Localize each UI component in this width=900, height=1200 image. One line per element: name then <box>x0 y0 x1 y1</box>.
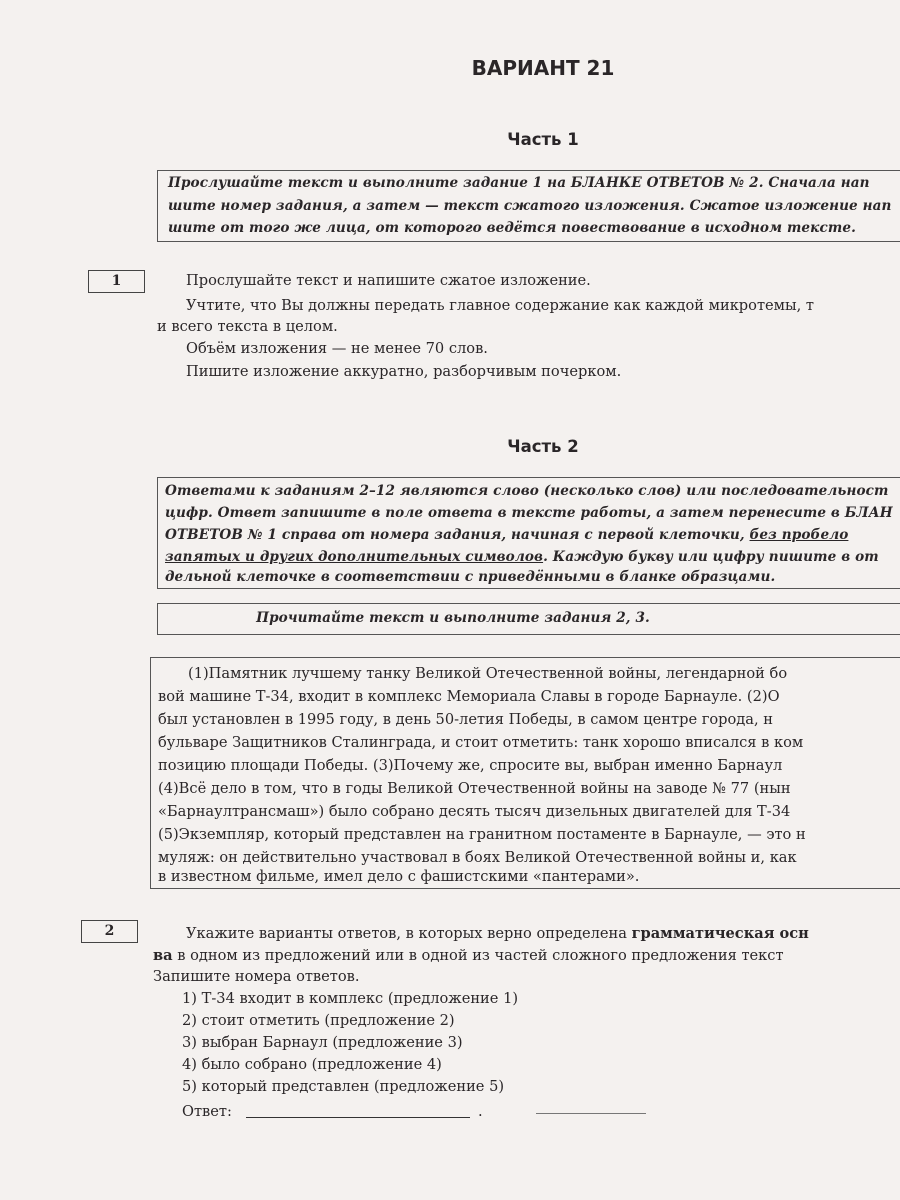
task2-question-line: Запишите номера ответов. <box>153 968 360 985</box>
passage-line: муляж: он действительно участвовал в боях Великой Отечественной войны и, как <box>158 849 797 866</box>
question-bold: грамматическая осн <box>631 925 809 942</box>
passage-line: (1)Памятник лучшему танку Великой Отечественной войны, легендарной бо <box>188 665 788 682</box>
task1-line: Учтите, что Вы должны передать главное содержание как каждой микротемы, т <box>186 297 814 314</box>
passage-line: (5)Экземпляр, который представлен на гранитном постаменте в Барнауле, — это н <box>158 826 806 843</box>
instruction-underlined: без пробело <box>749 527 849 543</box>
part1-instruction-box <box>157 170 900 242</box>
task1-line: Объём изложения — не менее 70 слов. <box>186 340 488 357</box>
instruction-line: шите номер задания, а затем — текст сжатого изложения. Сжатое изложение нап <box>168 198 892 214</box>
answer-dot: . <box>478 1103 483 1120</box>
question-bold: ва <box>153 947 173 964</box>
answer-option-1: 1) Т-34 входит в комплекс (предложение 1) <box>182 990 519 1007</box>
instruction-text: ОТВЕТОВ № 1 справа от номера задания, начиная с первой клеточки, <box>165 527 750 543</box>
passage-line: (4)Всё дело в том, что в годы Великой Отечественной войны на заводе № 77 (нын <box>158 780 791 797</box>
passage-line: бульваре Защитников Сталинграда, и стоит отметить: танк хорошо вписался в ком <box>158 734 804 751</box>
instruction-line: Ответами к заданиям 2–12 являются слово (несколько слов) или последовательност <box>165 483 889 499</box>
instruction-line: цифр. Ответ запишите в поле ответа в тексте работы, а затем перенесите в БЛАН <box>165 505 893 521</box>
instruction-line <box>165 524 848 547</box>
answer-label: Ответ: <box>182 1103 232 1120</box>
task1-line: и всего текста в целом. <box>157 318 338 335</box>
instruction-line: дельной клеточке в соответствии с приведёнными в бланке образцами. <box>165 569 776 585</box>
task1-line: Пишите изложение аккуратно, разборчивым почерком. <box>186 363 622 380</box>
task-number-1: 1 <box>88 270 145 293</box>
answer-field[interactable] <box>246 1099 470 1118</box>
answer-option-2: 2) стоит отметить (предложение 2) <box>182 1012 455 1029</box>
read-instruction-box <box>157 603 900 635</box>
task2-question-line <box>186 925 809 942</box>
task2-question-line <box>153 947 784 964</box>
page-title: ВАРИАНТ 21 <box>471 56 615 80</box>
part1-heading: Часть 1 <box>507 130 579 149</box>
passage-line: позицию площади Победы. (3)Почему же, спросите вы, выбран именно Барнаул <box>158 757 783 774</box>
part2-instruction-box <box>157 477 900 589</box>
passage-line: был установлен в 1995 году, в день 50-летия Победы, в самом центре города, н <box>158 711 773 728</box>
question-text: Укажите варианты ответов, в которых верно определена <box>186 925 632 942</box>
answer-option-4: 4) было собрано (предложение 4) <box>182 1056 442 1073</box>
answer-field-extra <box>536 1099 646 1114</box>
answer-option-3: 3) выбран Барнаул (предложение 3) <box>182 1034 463 1051</box>
task1-line: Прослушайте текст и напишите сжатое изложение. <box>186 272 591 289</box>
task-number-2: 2 <box>81 920 138 943</box>
answer-option-5: 5) который представлен (предложение 5) <box>182 1078 505 1095</box>
passage-line: в известном фильме, имел дело с фашистскими «пантерами». <box>158 868 640 885</box>
passage-line: «Барнаултрансмаш») было собрано десять тысяч дизельных двигателей для Т-34 <box>158 803 791 820</box>
instruction-text: . Каждую букву или цифру пишите в от <box>543 549 879 565</box>
instruction-line: Прослушайте текст и выполните задание 1 на БЛАНКЕ ОТВЕТОВ № 2. Сначала нап <box>168 175 870 191</box>
passage-box <box>150 657 900 889</box>
part2-heading: Часть 2 <box>507 437 579 456</box>
passage-line: вой машине Т-34, входит в комплекс Мемориала Славы в городе Барнауле. (2)О <box>158 688 780 705</box>
instruction-underlined: запятых и других дополнительных символов <box>165 549 544 565</box>
instruction-line: шите от того же лица, от которого ведётся повествование в исходном тексте. <box>168 220 856 236</box>
question-text: в одном из предложений или в одной из частей сложного предложения текст <box>172 947 784 964</box>
read-instruction: Прочитайте текст и выполните задания 2, 3. <box>256 610 650 626</box>
